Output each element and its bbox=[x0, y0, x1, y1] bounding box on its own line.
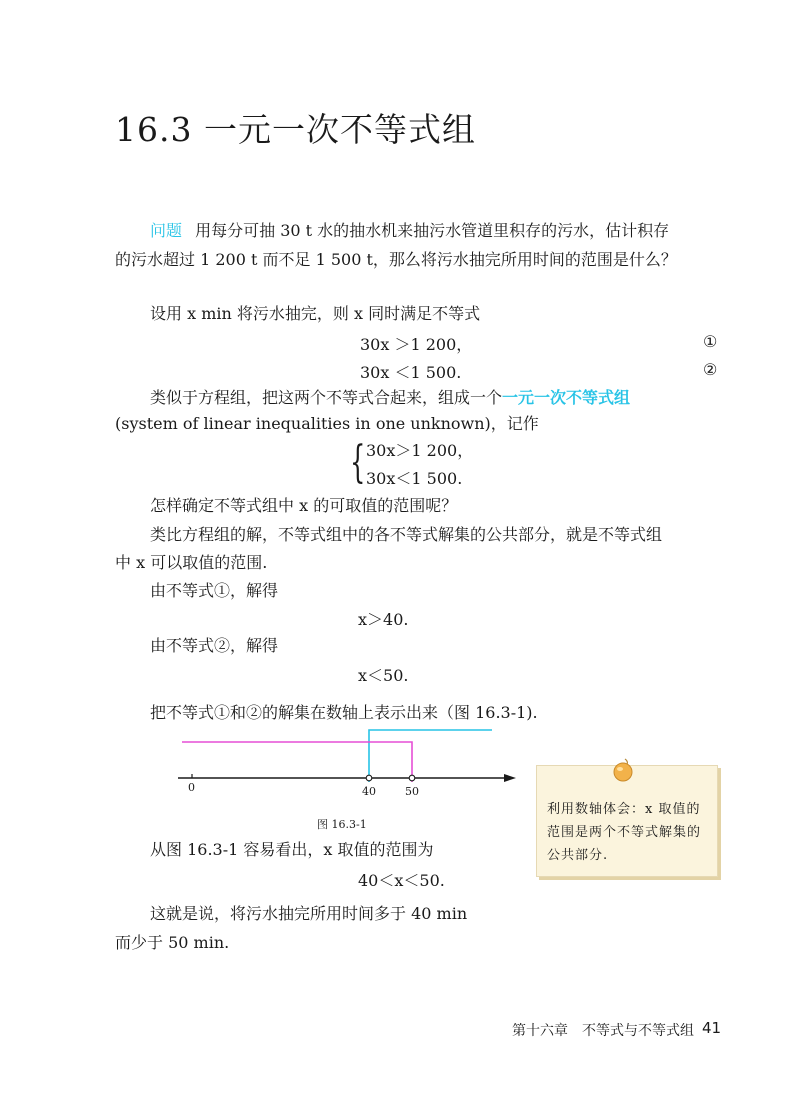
solution-gt-40-ray bbox=[369, 730, 492, 782]
tick-label-0: 0 bbox=[188, 781, 195, 794]
analogy-line-2: 中 x 可以取值的范围. bbox=[115, 553, 268, 572]
final-line-2: 而少于 50 min. bbox=[115, 933, 230, 952]
system-row-2: 30x＜1 500. bbox=[366, 469, 463, 488]
problem-line-2: 的污水超过 1 200 t 而不足 1 500 t，那么将污水抽完所用时间的范围是什么？ bbox=[115, 250, 677, 269]
combine-line-1 bbox=[150, 388, 630, 408]
section-title: 16.3 一元一次不等式组 bbox=[115, 110, 476, 149]
system-brace: { bbox=[350, 437, 366, 488]
question-line: 怎样确定不等式组中 x 的可取值的范围呢？ bbox=[150, 496, 458, 515]
inequality-system bbox=[350, 437, 490, 489]
solve-2-result: x＜50. bbox=[358, 666, 409, 685]
range-result: 40＜x＜50. bbox=[358, 871, 445, 890]
footer-chapter: 第十六章 不等式与不等式组 bbox=[512, 1023, 694, 1039]
side-note bbox=[536, 765, 718, 877]
system-row-1: 30x＞1 200， bbox=[366, 441, 474, 460]
inequality-2-tag: ② bbox=[703, 360, 718, 379]
keyword-system: 一元一次不等式组 bbox=[502, 388, 631, 407]
pushpin-icon bbox=[611, 757, 637, 783]
solve-1-intro: 由不等式①，解得 bbox=[150, 581, 279, 600]
problem-label: 问题 bbox=[150, 221, 183, 240]
problem-text-1: 用每分可抽 30 t 水的抽水机来抽污水管道里积存的污水，估计积存 bbox=[195, 221, 670, 240]
analogy-line-1: 类比方程组的解，不等式组中的各不等式解集的公共部分，就是不等式组 bbox=[150, 525, 663, 544]
number-line-figure bbox=[170, 722, 530, 802]
figure-caption: 图 16.3-1 bbox=[317, 818, 367, 831]
solve-1-result: x＞40. bbox=[358, 610, 409, 629]
inequality-1: 30x ＞1 200， bbox=[360, 335, 473, 354]
open-point-40 bbox=[366, 775, 372, 781]
open-point-50 bbox=[409, 775, 415, 781]
problem-line-1 bbox=[150, 221, 669, 241]
tick-label-40: 40 bbox=[362, 785, 376, 798]
combine-pre: 类似于方程组，把这两个不等式合起来，组成一个 bbox=[150, 388, 503, 407]
final-line-1: 这就是说，将污水抽完所用时间多于 40 min bbox=[150, 904, 468, 923]
solve-2-intro: 由不等式②，解得 bbox=[150, 636, 279, 655]
setup-line: 设用 x min 将污水抽完，则 x 同时满足不等式 bbox=[150, 304, 481, 323]
tick-label-50: 50 bbox=[405, 785, 419, 798]
combine-line-2: (system of linear inequalities in one unknown)，记作 bbox=[115, 414, 539, 433]
page-number: 41 bbox=[702, 1019, 722, 1037]
solution-lt-50-ray bbox=[182, 742, 412, 782]
axis-arrow bbox=[504, 774, 516, 782]
plot-intro: 把不等式①和②的解集在数轴上表示出来（图 16.3-1). bbox=[150, 703, 538, 722]
inequality-1-tag: ① bbox=[703, 332, 718, 351]
conclusion-intro: 从图 16.3-1 容易看出，x 取值的范围为 bbox=[150, 840, 434, 859]
side-note-text: 利用数轴体会：x 取值的范围是两个不等式解集的公共部分. bbox=[547, 802, 702, 863]
inequality-2: 30x ＜1 500. bbox=[360, 363, 462, 382]
